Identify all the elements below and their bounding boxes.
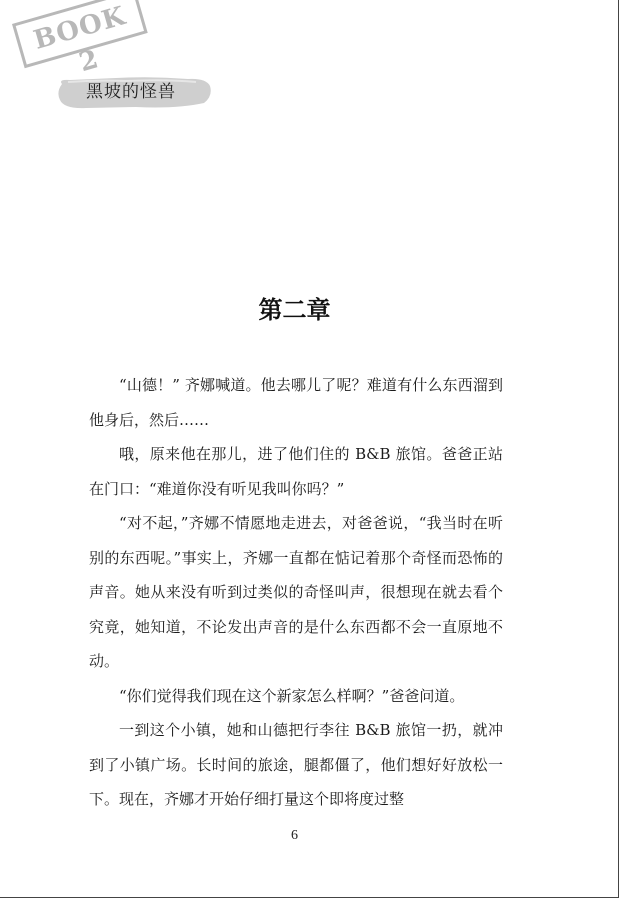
book-stamp-text: BOOK 2 [30, 1, 130, 79]
paragraph: “对不起，”齐娜不情愿地走进去，对爸爸说，“我当时在听别的东西呢。”事实上，齐娜一直都在惦记着那个奇怪而恐怖的声音。她从来没有听到过类似的奇怪叫声，很想现在就去看个究竟，她知道，不论发出声音的是什么东西都不会一直原地不动。 [89, 514, 503, 670]
chapter-title: 第二章 [258, 296, 331, 324]
paragraph: “山德！” 齐娜喊道。他去哪儿了呢？难道有什么东西溜到他身后，然后…… [89, 376, 503, 429]
paragraph: 哦，原来他在那儿，进了他们住的 B&B 旅馆。爸爸正站在门口：“难道你没有听见我叫你吗？” [89, 445, 503, 498]
paragraph: “你们觉得我们现在这个新家怎么样啊？”爸爸问道。 [119, 686, 465, 705]
series-title: 黑坡的怪兽 [86, 82, 176, 102]
series-banner [56, 76, 212, 110]
page-number: 6 [291, 828, 298, 843]
paragraph: 一到这个小镇，她和山德把行李往 B&B 旅馆一扔，就冲到了小镇广场。长时间的旅途，腿都僵了，他们想好好放松一下。现在，齐娜才开始仔细打量这个即将度过整 [89, 721, 503, 808]
book-stamp [12, 0, 148, 79]
body-text [89, 368, 503, 817]
